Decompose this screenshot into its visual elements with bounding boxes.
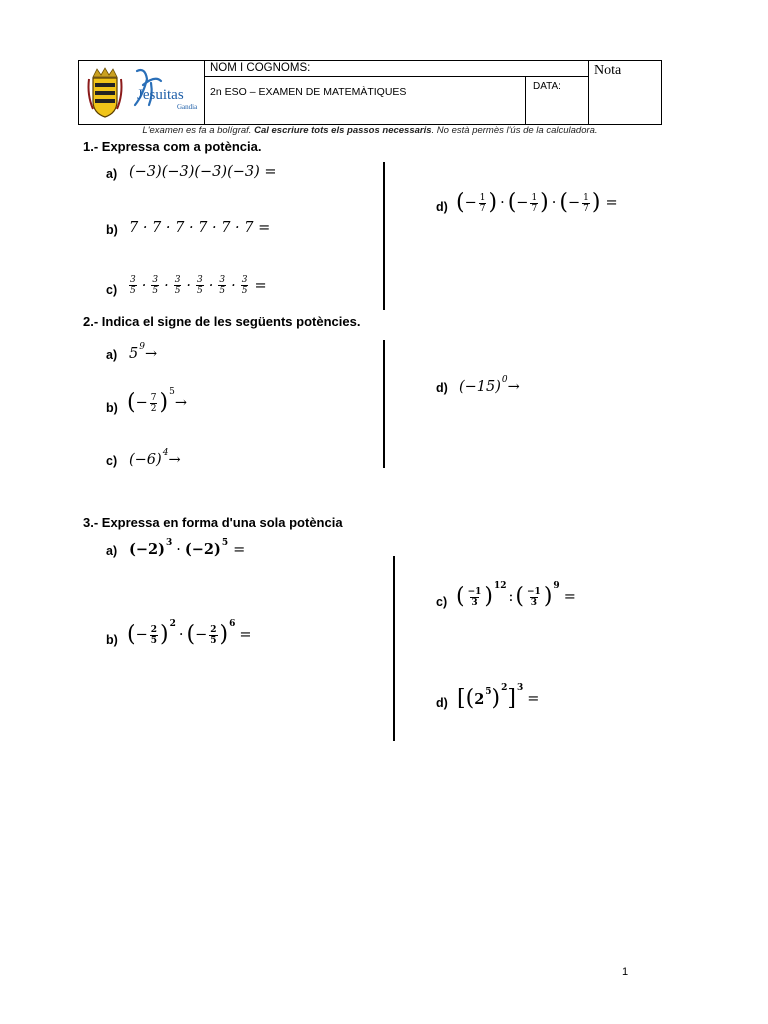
expr-text: (−3)(−3)(−3)(−3) = bbox=[129, 164, 277, 180]
column-divider bbox=[383, 340, 385, 468]
q2-a-label: a) bbox=[106, 348, 118, 362]
q3-b-label: b) bbox=[106, 633, 118, 647]
exam-title: 2n ESO – EXAMEN DE MATEMÀTIQUES bbox=[210, 86, 407, 98]
q1-d-label: d) bbox=[436, 200, 448, 214]
q2-c-expression: (−6) 4 → bbox=[129, 448, 181, 468]
q1-c-expression: $\frac{3}{5}$ · $\frac{3}{5}$ · $\frac{3}{5}$ · $\frac{3}{5}$ · $\frac{3}{5}$ · $\frac{3}{5}$ = bbox=[130, 275, 267, 296]
fraction: $\frac{3}{5}$ bbox=[219, 275, 226, 296]
exam-instructions bbox=[78, 125, 662, 136]
q3-d-label: d) bbox=[436, 696, 448, 710]
q1-b-label: b) bbox=[106, 223, 118, 237]
column-divider bbox=[383, 162, 385, 310]
q3-d-expression: [ ( 2 5 ) 2 ] 3 = bbox=[457, 683, 540, 711]
fraction: $\frac{3}{5}$ bbox=[130, 275, 136, 296]
fraction: $\frac{3}{5}$ bbox=[152, 275, 159, 296]
q3-a-expression: (−2) 3 · (−2) 5 = bbox=[129, 537, 246, 558]
notice-emphasis: Cal escriure tots els passos necessaris bbox=[254, 125, 432, 136]
grade-label: Nota bbox=[594, 63, 622, 78]
header-divider bbox=[588, 61, 589, 124]
q2-b-expression: ( − $\frac{7}{2}$ ) 5 → bbox=[127, 387, 187, 415]
header-divider bbox=[204, 61, 205, 124]
question-3-title: 3.- Expressa en forma d'una sola potència bbox=[83, 515, 343, 530]
q3-b-expression: ( − $\frac{2}{5}$ ) 2 · ( − $\frac{2}{5}$ ) 6 = bbox=[127, 619, 252, 647]
name-field-label: NOM I COGNOMS: bbox=[210, 62, 311, 74]
column-divider bbox=[393, 556, 395, 741]
q3-c-label: c) bbox=[436, 595, 448, 609]
q1-a-label: a) bbox=[106, 167, 118, 181]
school-logo bbox=[85, 65, 200, 121]
question-1-title: 1.- Expressa com a potència. bbox=[83, 139, 262, 154]
question-2-title: 2.- Indica el signe de les següents potències. bbox=[83, 314, 361, 329]
fraction: $\frac{3}{5}$ bbox=[197, 275, 203, 296]
q2-a-expression: 5 9 → bbox=[129, 342, 158, 362]
q2-b-label: b) bbox=[106, 401, 118, 415]
header-divider bbox=[525, 76, 526, 124]
page-number: 1 bbox=[622, 966, 629, 978]
q1-d-expression: ( − $\frac{1}{7}$ ) · ( − $\frac{1}{7}$ ) · ( − $\frac{1}{7}$ ) = bbox=[456, 190, 618, 215]
q1-b-expression bbox=[129, 220, 270, 236]
q1-a-expression bbox=[129, 164, 277, 180]
header-divider bbox=[204, 76, 588, 77]
q3-a-label: a) bbox=[106, 544, 118, 558]
fraction: $\frac{3}{5}$ bbox=[241, 275, 248, 296]
q2-d-expression: (−15) 0 → bbox=[459, 375, 520, 395]
fraction: $\frac{3}{5}$ bbox=[174, 275, 181, 296]
date-field-label: DATA: bbox=[533, 81, 561, 92]
notice-text: L'examen es fa a bolígraf. bbox=[142, 125, 252, 136]
q1-c-label: c) bbox=[106, 283, 118, 297]
q2-c-label: c) bbox=[106, 454, 118, 468]
notice-text: . No està permès l'ús de la calculadora. bbox=[431, 125, 598, 136]
expr-text: 7 · 7 · 7 · 7 · 7 · 7 = bbox=[129, 220, 271, 236]
q2-d-label: d) bbox=[436, 381, 448, 395]
q3-c-expression: ( $\frac{-1}{3}$ ) 12 : ( $\frac{-1}{3}$ ) 9 = bbox=[456, 581, 576, 609]
logo-subtext: Gandia bbox=[177, 103, 198, 111]
exam-header-table bbox=[78, 60, 662, 125]
logo-text: Jesuitas bbox=[137, 87, 184, 103]
